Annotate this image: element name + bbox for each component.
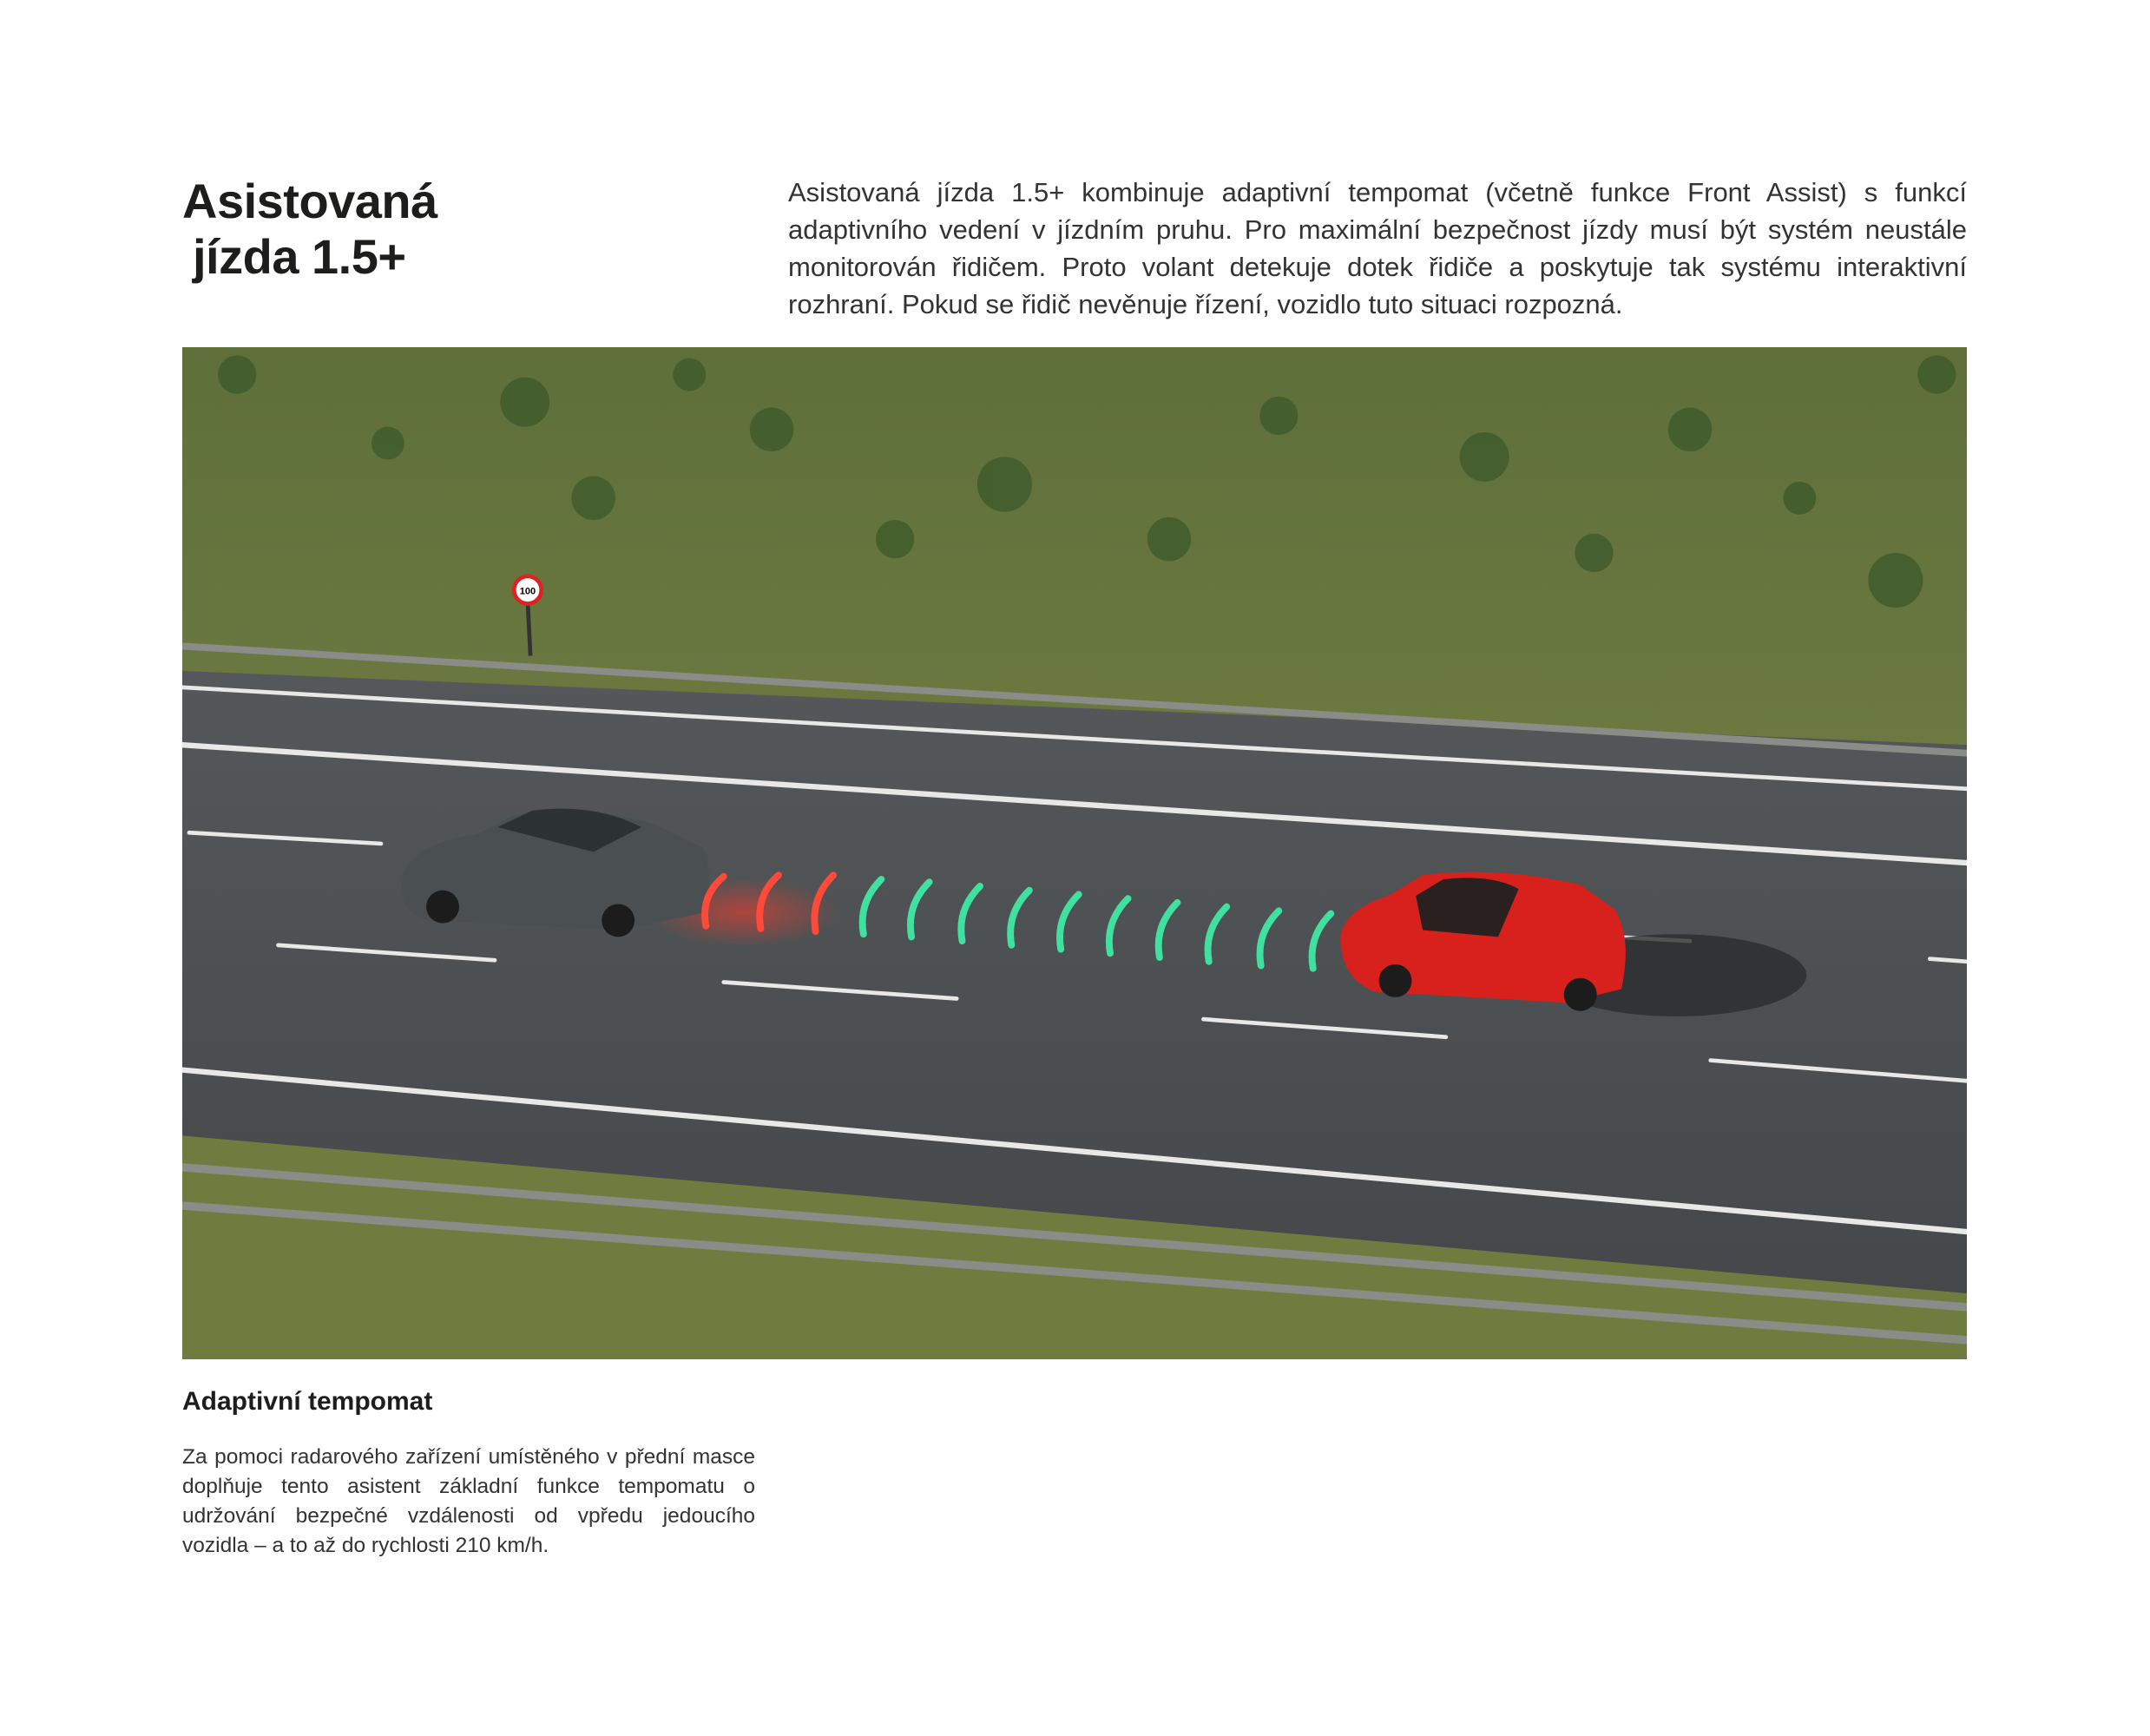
section-title: Adaptivní tempomat (182, 1387, 433, 1416)
highway-radar-photo (182, 347, 1967, 1359)
speed-sign-label: 100 (519, 586, 536, 597)
page-title-line-2: jízda 1.5+ (193, 229, 406, 284)
page-title (182, 174, 437, 285)
intro-paragraph: Asistovaná jízda 1.5+ kombinuje adaptivní tempomat (včetně funkce Front Assist) s funkcí adaptivního vedení v jízdním pruhu. Pro maximální bezpečnost jízdy musí být systém neustále monitorován řidičem. Proto volant detekuje dotek řidiče a poskytuje tak systému interaktivní rozhraní. Pokud se řidič nevěnuje řízení, vozidlo tuto situaci rozpozná. (788, 177, 1967, 319)
section-body: Za pomoci radarového zařízení umístěného v přední masce doplňuje tento asistent základní funkce tempomatu o udržování bezpečné vzdálenosti od vpředu jedoucího vozidla – a to až do rychlosti 210 km/h. (182, 1445, 755, 1557)
page-title-line-1: Asistovaná (182, 174, 437, 228)
